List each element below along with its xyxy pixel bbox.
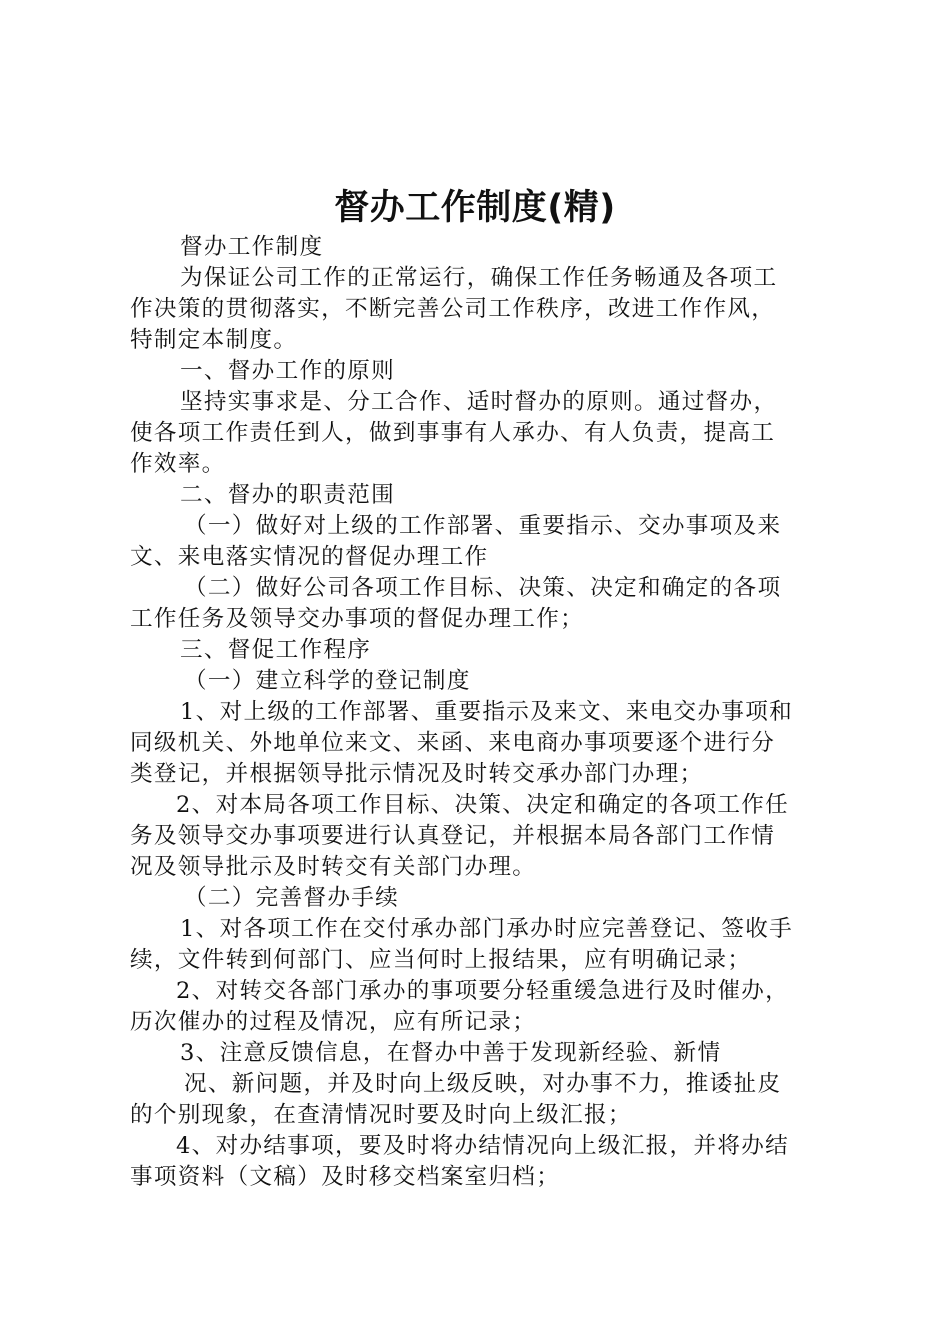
body-line: 事项资料（文稿）及时移交档案室归档； (130, 1164, 561, 1190)
body-line: 作效率。 (130, 451, 226, 477)
body-line: 1、对上级的工作部署、重要指示及来文、来电交办事项和 (180, 699, 794, 725)
body-line: 一、督办工作的原则 (180, 358, 396, 384)
body-line: 工作任务及领导交办事项的督促办理工作； (130, 606, 584, 632)
body-line: 作决策的贯彻落实，不断完善公司工作秩序，改进工作作风， (130, 296, 776, 322)
body-line: 2、对本局各项工作目标、决策、决定和确定的各项工作任 (176, 792, 790, 818)
body-line: （二）完善督办手续 (184, 885, 400, 911)
body-line: （一）做好对上级的工作部署、重要指示、交办事项及来 (184, 513, 782, 539)
body-line: 4、对办结事项，要及时将办结情况向上级汇报，并将办结 (176, 1133, 790, 1159)
body-line: 文、来电落实情况的督促办理工作 (130, 544, 489, 570)
body-line: 坚持实事求是、分工合作、适时督办的原则。通过督办， (180, 389, 778, 415)
body-line: 特制定本制度。 (130, 327, 298, 353)
body-line: 类登记，并根据领导批示情况及时转交承办部门办理； (130, 761, 704, 787)
body-line: 续，文件转到何部门、应当何时上报结果，应有明确记录； (130, 947, 752, 973)
body-line: （一）建立科学的登记制度 (184, 668, 471, 694)
body-line: 为保证公司工作的正常运行，确保工作任务畅通及各项工 (180, 265, 778, 291)
body-line: 1、对各项工作在交付承办部门承办时应完善登记、签收手 (180, 916, 794, 942)
body-line: 三、督促工作程序 (180, 637, 372, 663)
body-line: 务及领导交办事项要进行认真登记，并根据本局各部门工作情 (130, 823, 776, 849)
body-line: 况、新问题，并及时向上级反映，对办事不力，推诿扯皮 (184, 1071, 782, 1097)
body-line: 2、对转交各部门承办的事项要分轻重缓急进行及时催办， (176, 978, 790, 1004)
document-title: 督办工作制度(精) (334, 188, 616, 228)
body-line: 历次催办的过程及情况，应有所记录； (130, 1009, 537, 1035)
body-line: 3、注意反馈信息，在督办中善于发现新经验、新情 (180, 1040, 722, 1066)
body-line: （二）做好公司各项工作目标、决策、决定和确定的各项 (184, 575, 782, 601)
body-line: 督办工作制度 (180, 234, 324, 260)
body-line: 二、督办的职责范围 (180, 482, 396, 508)
body-line: 同级机关、外地单位来文、来函、来电商办事项要逐个进行分 (130, 730, 776, 756)
document-body (130, 232, 830, 1193)
body-line: 使各项工作责任到人，做到事事有人承办、有人负责，提高工 (130, 420, 776, 446)
body-line: 况及领导批示及时转交有关部门办理。 (130, 854, 537, 880)
body-line: 的个别现象，在查清情况时要及时向上级汇报； (130, 1102, 632, 1128)
